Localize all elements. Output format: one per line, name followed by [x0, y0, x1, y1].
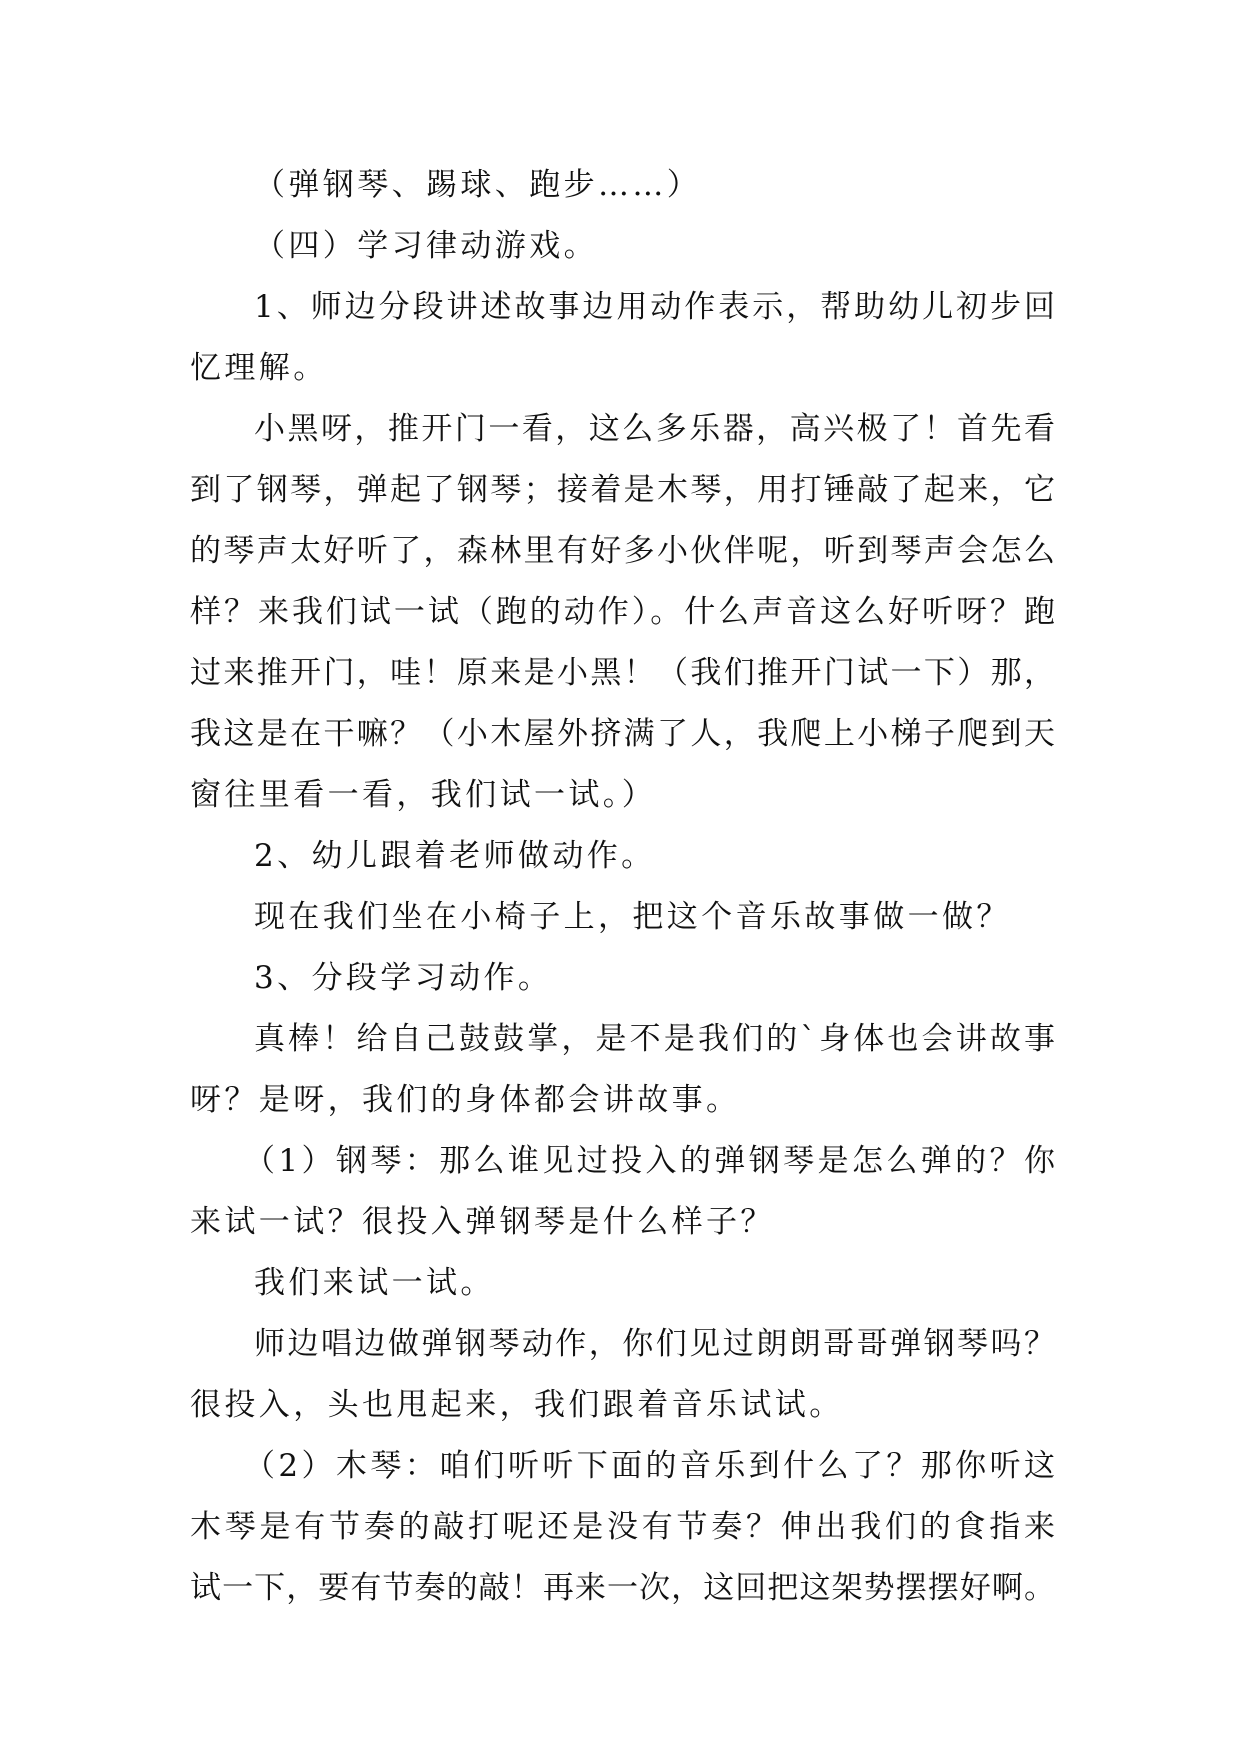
paragraph-line: 很投入，头也甩起来，我们跟着音乐试试。: [190, 1387, 844, 1423]
section-heading: （四）学习律动游戏。: [254, 228, 598, 264]
paragraph-line: 试一下，要有节奏的敲！再来一次，这回把这架势摆摆好啊。: [190, 1570, 1055, 1606]
paragraph-line: 1、师边分段讲述故事边用动作表示，帮助幼儿初步回: [254, 289, 1055, 325]
paragraph-line: 到了钢琴，弹起了钢琴；接着是木琴，用打锤敲了起来，它: [190, 472, 1055, 508]
paragraph-line: 的琴声太好听了，森林里有好多小伙伴呢，听到琴声会怎么: [190, 533, 1055, 569]
paragraph-line: （1）钢琴：那么谁见过投入的弹钢琴是怎么弹的？你: [244, 1143, 1055, 1179]
document-body: [190, 155, 1055, 1619]
paragraph-line: 我这是在干嘛？（小木屋外挤满了人，我爬上小梯子爬到天: [190, 716, 1055, 752]
paragraph-line: 忆理解。: [190, 350, 328, 386]
paragraph-line: 现在我们坐在小椅子上，把这个音乐故事做一做？: [254, 899, 1011, 935]
paragraph-line: 3、分段学习动作。: [254, 960, 553, 996]
paragraph-line: 师边唱边做弹钢琴动作，你们见过朗朗哥哥弹钢琴吗？: [254, 1326, 1055, 1362]
paragraph-line: 样？来我们试一试（跑的动作）。什么声音这么好听呀？跑: [190, 594, 1055, 630]
paragraph-line: 来试一试？很投入弹钢琴是什么样子？: [190, 1204, 775, 1240]
paragraph-line: （弹钢琴、踢球、跑步……）: [254, 167, 702, 203]
paragraph-line: 窗往里看一看，我们试一试。）: [190, 777, 657, 813]
paragraph-line: （2）木琴：咱们听听下面的音乐到什么了？那你听这: [244, 1448, 1055, 1484]
paragraph-line: 过来推开门，哇！原来是小黑！（我们推开门试一下）那，: [190, 655, 1055, 691]
paragraph-line: 2、幼儿跟着老师做动作。: [254, 838, 656, 874]
paragraph-line: 真棒！给自己鼓鼓掌，是不是我们的`身体也会讲故事: [254, 1021, 1055, 1057]
paragraph-line: 木琴是有节奏的敲打呢还是没有节奏？伸出我们的食指来: [190, 1509, 1055, 1545]
paragraph-line: 小黑呀，推开门一看，这么多乐器，高兴极了！首先看: [254, 411, 1055, 447]
paragraph-line: 我们来试一试。: [254, 1265, 495, 1301]
paragraph-line: 呀？是呀，我们的身体都会讲故事。: [190, 1082, 741, 1118]
